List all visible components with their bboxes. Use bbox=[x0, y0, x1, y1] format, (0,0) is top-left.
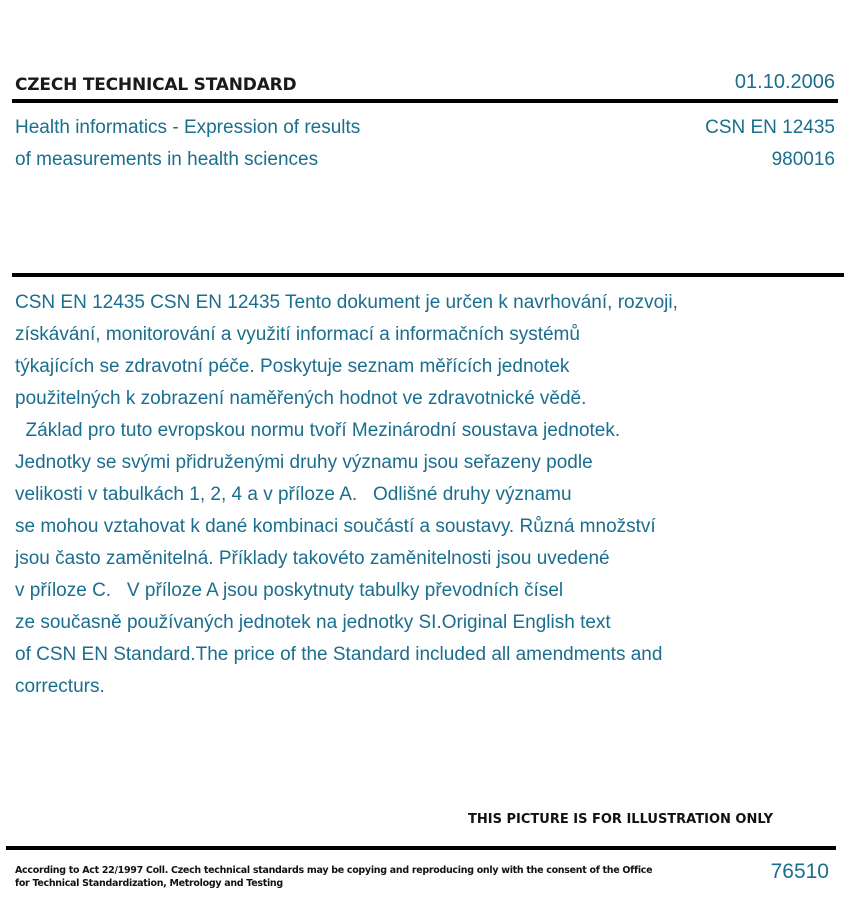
abstract-line: se mohou vztahovat k dané kombinaci součástí a soustavy. Různá množství bbox=[15, 516, 656, 537]
illustration-note: THIS PICTURE IS FOR ILLUSTRATION ONLY bbox=[468, 812, 773, 827]
header-rule bbox=[12, 99, 838, 103]
abstract-line: Základ pro tuto evropskou normu tvoří Mezinárodní soustava jednotek. bbox=[15, 420, 621, 441]
standard-title bbox=[15, 112, 360, 176]
standard-title-line1: Health informatics - Expression of results bbox=[15, 117, 361, 138]
abstract-line: Jednotky se svými přidruženými druhy významu jsou seřazeny podle bbox=[15, 452, 593, 473]
standard-code: CSN EN 12435 bbox=[705, 117, 835, 138]
abstract-line: of CSN EN Standard.The price of the Standard included all amendments and bbox=[15, 644, 663, 665]
abstract-line: v příloze C. V příloze A jsou poskytnuty tabulky převodních čísel bbox=[15, 580, 564, 601]
issue-date: 01.10.2006 bbox=[734, 71, 835, 93]
abstract-line: získávání, monitorování a využití informací a informačních systémů bbox=[15, 324, 580, 345]
abstract-line: týkajících se zdravotní péče. Poskytuje seznam měřících jednotek bbox=[15, 356, 570, 377]
section-rule bbox=[12, 273, 844, 277]
abstract-line: correcturs. bbox=[15, 676, 105, 697]
standard-identifiers bbox=[705, 112, 835, 176]
header-title: CZECH TECHNICAL STANDARD bbox=[15, 75, 297, 95]
legal-line2: for Technical Standardization, Metrology and Testing bbox=[15, 878, 283, 889]
abstract-line: použitelných k zobrazení naměřených hodnot ve zdravotnické vědě. bbox=[15, 388, 587, 409]
abstract-text bbox=[15, 287, 815, 703]
legal-notice bbox=[15, 864, 652, 890]
abstract-line: CSN EN 12435 CSN EN 12435 Tento dokument je určen k navrhování, rozvoji, bbox=[15, 292, 678, 313]
abstract-line: velikosti v tabulkách 1, 2, 4 a v příloze A. Odlišné druhy významu bbox=[15, 484, 572, 505]
document-id: 76510 bbox=[770, 860, 829, 883]
legal-line1: According to Act 22/1997 Coll. Czech technical standards may be copying and reproducing only with the consent of the Office bbox=[15, 865, 653, 876]
footer-rule bbox=[6, 846, 836, 850]
abstract-line: jsou často zaměnitelná. Příklady takovéto zaměnitelnosti jsou uvedené bbox=[15, 548, 610, 569]
catalog-number: 980016 bbox=[771, 149, 835, 170]
abstract-line: ze současně používaných jednotek na jednotky SI.Original English text bbox=[15, 612, 611, 633]
standard-title-line2: of measurements in health sciences bbox=[15, 149, 319, 170]
